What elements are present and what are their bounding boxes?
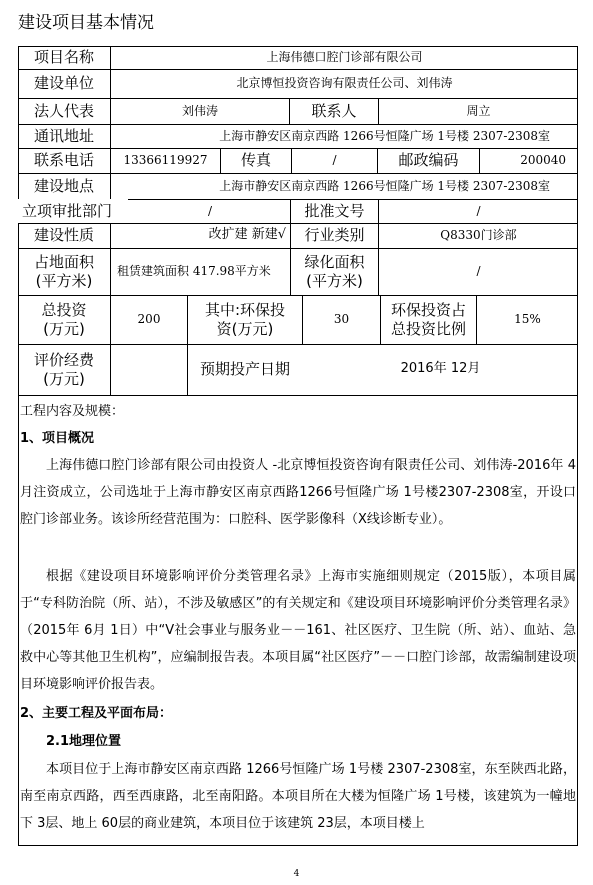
fax-value: / — [332, 153, 337, 167]
approval-dept-label: 立项审批部门 — [18, 199, 128, 223]
approval-doc-label: 批准文号 — [304, 201, 365, 220]
total-invest-value: 200 — [137, 312, 161, 326]
area-value: 租赁建筑面积 417.98平方米 — [117, 264, 271, 278]
nature-value: 改扩建 新建√ — [208, 227, 286, 243]
contact-value: 周立 — [466, 103, 491, 118]
site-label: 建设地点 — [33, 176, 94, 195]
page-number: 4 — [293, 869, 300, 879]
legal-rep-value: 刘伟涛 — [181, 103, 218, 118]
green-area-value: / — [476, 264, 481, 278]
green-area-label: 绿化面积 (平方米) — [304, 252, 365, 290]
env-ratio-label: 环保投资占 总投资比例 — [390, 300, 466, 338]
approval-dept-value: / — [207, 203, 213, 218]
industry-value: Q8330门诊部 — [440, 228, 517, 242]
env-invest-label: 其中:环保投 资(万元) — [204, 300, 286, 338]
area-label: 占地面积 (平方米) — [33, 252, 94, 290]
project-name-label: 项目名称 — [33, 48, 94, 67]
contact-label: 联系人 — [311, 101, 357, 120]
page-title: 建设项目基本情况 — [18, 13, 154, 33]
fee-value — [111, 344, 187, 395]
site-value: 上海市静安区南京西路 1266号恒隆广场 1号楼 2307-2308室 — [219, 178, 550, 193]
total-invest-label: 总投资 (万元) — [41, 300, 87, 338]
approval-doc-value: / — [476, 203, 481, 218]
production-date-label: 预期投产日期 — [199, 360, 290, 379]
unit-label: 建设单位 — [33, 74, 94, 93]
fee-label: 评价经费 (万元) — [33, 350, 94, 388]
section-1-heading: 1、项目概况 — [20, 431, 95, 446]
phone-label: 联系电话 — [33, 151, 94, 170]
content-heading: 工程内容及规模： — [20, 404, 125, 419]
fax-label: 传真 — [240, 151, 271, 170]
paragraph-classification: 根据《建设项目环境影响评价分类管理名录》上海市实施细则规定（2015版），本项目属于“专科防治院（所、站），不涉及敏感区”的有关规定和《建设项目环境影响评价分类管理名录》（2015年 6月 1日）中“V社会事业与服务业－－161、社区医疗、卫生院（所、站）、血站、急救中心等其他卫生机构”，应编制报告表。本项目属“社区医疗”－－口腔门诊部，故需编制建设项目环境影响评价报告表。 — [20, 569, 576, 692]
production-date-value: 2016年 12月 — [400, 361, 481, 377]
industry-label: 行业类别 — [304, 226, 365, 245]
nature-label: 建设性质 — [33, 226, 94, 245]
paragraph-project-overview: 上海伟德口腔门诊部有限公司由投资人 -北京博恒投资咨询有限责任公司、刘伟涛-2016年 4月注资成立，公司选址于上海市静安区南京西路1266号恒隆广场 1号楼2307-2308室，开设口腔门诊部业务。该诊所经营范围为：口腔科、医学影像科（X线诊断专业）。 — [20, 458, 576, 527]
address-label: 通讯地址 — [33, 126, 94, 145]
env-invest-value: 30 — [333, 312, 350, 326]
legal-rep-label: 法人代表 — [33, 101, 94, 120]
paragraph-location: 本项目位于上海市静安区南京西路 1266号恒隆广场 1号楼 2307-2308室，东至陕西北路，南至南京西路，西至西康路，北至南阳路。本项目所在大楼为恒隆广场 1号楼，该建筑为一幢地下 3层、地上 60层的商业建筑，本项目位于该建筑 23层，本项目楼上 — [20, 762, 576, 831]
section-2-heading: 2、主要工程及平面布局： — [20, 706, 173, 721]
env-ratio-value: 15% — [514, 312, 541, 326]
postcode-value: 200040 — [520, 153, 566, 167]
section-2-1-heading: 2.1地理位置 — [46, 734, 122, 749]
postcode-label: 邮政编码 — [398, 151, 459, 170]
phone-value: 13366119927 — [123, 153, 208, 167]
project-name-value: 上海伟德口腔门诊部有限公司 — [266, 50, 423, 64]
unit-value: 北京博恒投资咨询有限责任公司、刘伟涛 — [236, 76, 453, 90]
address-value: 上海市静安区南京西路 1266号恒隆广场 1号楼 2307-2308室 — [219, 128, 550, 143]
